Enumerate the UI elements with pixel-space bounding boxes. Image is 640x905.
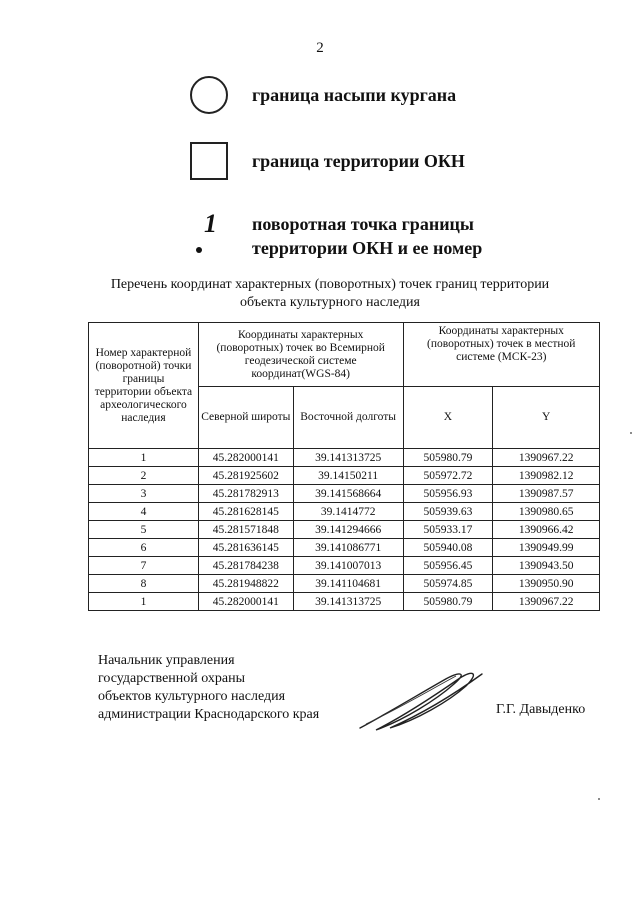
cell-longitude: 39.141568664: [293, 485, 403, 503]
cell-latitude: 45.282000141: [198, 593, 293, 611]
cell-latitude: 45.281636145: [198, 539, 293, 557]
cell-longitude: 39.1414772: [293, 503, 403, 521]
legend-mound: [186, 72, 456, 118]
cell-y: 1390966.42: [493, 521, 600, 539]
signature-line1: Начальник управления: [98, 653, 235, 668]
cell-y: 1390967.22: [493, 449, 600, 467]
cell-longitude: 39.141007013: [293, 557, 403, 575]
cell-point-number: 3: [89, 485, 199, 503]
cell-point-number: 8: [89, 575, 199, 593]
cell-longitude: 39.141313725: [293, 593, 403, 611]
cell-y: 1390967.22: [493, 593, 600, 611]
cell-point-number: 1: [89, 449, 199, 467]
header-point-number: Номер характерной (поворотной) точки границы территории объекта археологического наследия: [89, 323, 199, 449]
cell-y: 1390987.57: [493, 485, 600, 503]
cell-longitude: 39.14150211: [293, 467, 403, 485]
cell-x: 505972.72: [403, 467, 493, 485]
point-number: 1: [204, 209, 217, 238]
caption-line1: Перечень координат характерных (поворотных) точек границ территории: [110, 277, 550, 292]
handwritten-signature: [356, 666, 486, 736]
cell-y: 1390982.12: [493, 467, 600, 485]
signature-line3: объектов культурного наследия: [98, 689, 286, 704]
legend-territory: [186, 138, 465, 184]
cell-y: 1390949.99: [493, 539, 600, 557]
legend-mound-label: граница насыпи кургана: [252, 85, 457, 105]
cell-x: 505956.45: [403, 557, 493, 575]
header-wgs: Координаты характерных (поворотных) точек во Всемирной геодезической системе координат(WGS-84): [198, 323, 403, 387]
legend-point-label: [252, 212, 482, 260]
legend-point-line1: поворотная точка границы: [252, 214, 474, 234]
cell-longitude: 39.141086771: [293, 539, 403, 557]
table-row: [89, 467, 600, 485]
scan-speck: [630, 432, 632, 434]
cell-point-number: 7: [89, 557, 199, 575]
cell-x: 505939.63: [403, 503, 493, 521]
page-number: 2: [316, 40, 324, 56]
header-latitude: Северной широты: [198, 387, 293, 449]
table-row: [89, 503, 600, 521]
table-row: [89, 593, 600, 611]
coordinates-table: [88, 322, 600, 611]
cell-latitude: 45.281948822: [198, 575, 293, 593]
table-row: [89, 449, 600, 467]
cell-x: 505974.85: [403, 575, 493, 593]
table-row: [89, 485, 600, 503]
table-row: [89, 575, 600, 593]
cell-x: 505933.17: [403, 521, 493, 539]
table-row: [89, 521, 600, 539]
cell-latitude: 45.281628145: [198, 503, 293, 521]
signature-line4: администрации Краснодарского края: [98, 707, 320, 722]
cell-x: 505980.79: [403, 449, 493, 467]
cell-point-number: 2: [89, 467, 199, 485]
cell-point-number: 4: [89, 503, 199, 521]
cell-point-number: 5: [89, 521, 199, 539]
legend-point: [186, 209, 483, 260]
legend-point-line2: территории ОКН и ее номер: [252, 238, 483, 258]
table-caption: [80, 276, 580, 312]
cell-y: 1390980.65: [493, 503, 600, 521]
point-dot: [196, 247, 202, 253]
turning-point-icon: [186, 209, 232, 259]
caption-line2: объекта культурного наследия: [240, 295, 420, 310]
circle-icon: [186, 72, 232, 118]
header-x: X: [403, 387, 493, 449]
cell-point-number: 6: [89, 539, 199, 557]
table-row: [89, 539, 600, 557]
cell-latitude: 45.281782913: [198, 485, 293, 503]
cell-latitude: 45.281571848: [198, 521, 293, 539]
header-msk: Координаты характерных (поворотных) точек в местной системе (МСК-23): [403, 323, 600, 387]
header-y: Y: [493, 387, 600, 449]
cell-latitude: 45.282000141: [198, 449, 293, 467]
cell-longitude: 39.141104681: [293, 575, 403, 593]
square-icon: [186, 138, 232, 184]
cell-x: 505956.93: [403, 485, 493, 503]
cell-y: 1390950.90: [493, 575, 600, 593]
cell-x: 505980.79: [403, 593, 493, 611]
cell-point-number: 1: [89, 593, 199, 611]
header-longitude: Восточной долготы: [293, 387, 403, 449]
cell-latitude: 45.281925602: [198, 467, 293, 485]
signature-line2: государственной охраны: [98, 671, 246, 686]
scan-speck: [598, 798, 600, 800]
cell-latitude: 45.281784238: [198, 557, 293, 575]
cell-y: 1390943.50: [493, 557, 600, 575]
cell-longitude: 39.141313725: [293, 449, 403, 467]
signature-block: [98, 652, 319, 724]
cell-x: 505940.08: [403, 539, 493, 557]
signer-name: Г.Г. Давыденко: [496, 702, 586, 717]
table-row: [89, 557, 600, 575]
legend-territory-label: граница территории ОКН: [252, 151, 465, 171]
cell-longitude: 39.141294666: [293, 521, 403, 539]
